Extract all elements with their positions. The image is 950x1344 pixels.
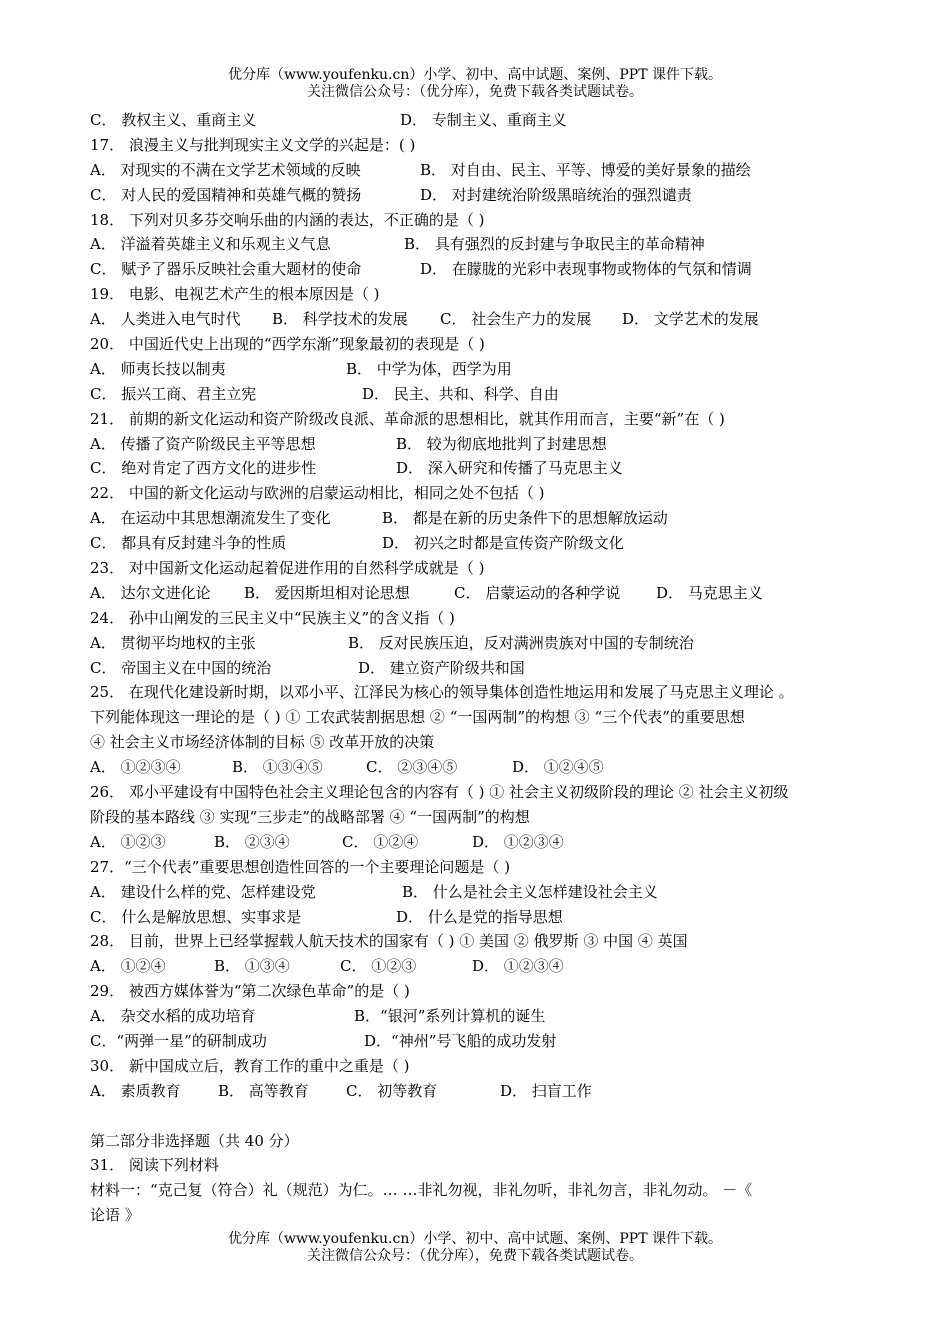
- text-line: [90, 1029, 870, 1054]
- line-text: A． 建设什么样的党、怎样建设党: [90, 882, 316, 901]
- line-text: 29． 被西方媒体誉为“第二次绿色革命”的是（ ): [90, 982, 410, 1001]
- footer-line-1: 优分库（www.youfenku.cn）小学、初中、高中试题、案例、PPT 课件下载。: [227, 1231, 722, 1247]
- text-line: [90, 357, 870, 382]
- text-line: [90, 456, 870, 481]
- option-text: B． 爱因斯坦相对论思想: [244, 583, 410, 602]
- page-footer: [0, 1231, 950, 1265]
- text-line: [90, 1079, 870, 1104]
- text-line: [90, 680, 870, 705]
- option-text: D． ①②④⑤: [512, 758, 604, 777]
- line-text: C． 教权主义、重商主义: [90, 111, 257, 129]
- option-text: B．“银河”系列计算机的诞生: [354, 1007, 546, 1026]
- option-text: D． 民主、共和、科学、自由: [362, 384, 559, 403]
- text-line: [90, 257, 870, 282]
- text-line: [90, 705, 870, 730]
- line-text: C． 绝对肯定了西方文化的进步性: [90, 459, 317, 478]
- text-line: [90, 1054, 870, 1079]
- text-line: [90, 1129, 870, 1154]
- text-line: [90, 208, 870, 233]
- text-line: [90, 108, 870, 133]
- option-text: D． 文学艺术的发展: [622, 310, 759, 329]
- option-text: B． 具有强烈的反封建与争取民主的革命精神: [404, 235, 705, 254]
- text-line: [90, 805, 870, 830]
- line-text: A． 杂交水稻的成功培育: [90, 1007, 256, 1026]
- exam-content: [90, 108, 870, 1228]
- option-text: D． 建立资产阶级共和国: [358, 658, 525, 677]
- text-line: [90, 232, 870, 257]
- option-text: D． 在朦胧的光彩中表现事物或物体的气氛和情调: [420, 260, 752, 279]
- text-line: [90, 506, 870, 531]
- option-text: B． 科学技术的发展: [272, 310, 408, 329]
- text-line: [90, 183, 870, 208]
- page-header: [0, 67, 950, 101]
- header-line-2: 关注微信公众号：（优分库），免费下载各类试题试卷。: [307, 84, 643, 100]
- text-line: [90, 432, 870, 457]
- line-text: 20． 中国近代史上出现的“西学东渐”现象最初的表现是（ ): [90, 335, 485, 354]
- line-text: A． 达尔文进化论: [90, 583, 211, 602]
- line-text: 25． 在现代化建设新时期，以邓小平、江泽民为核心的领导集体创造性地运用和发展了马克思主义理论 。: [90, 683, 794, 702]
- line-text: 论语 》: [90, 1206, 140, 1225]
- text-line: [90, 133, 870, 158]
- text-line: [90, 481, 870, 506]
- line-text: 18． 下列对贝多芬交响乐曲的内涵的表达，不正确的是（ ): [90, 210, 485, 229]
- line-text: 第二部分非选择题（共 40 分）: [90, 1131, 299, 1150]
- option-text: B． ①③④⑤: [232, 758, 323, 777]
- text-line: [90, 631, 870, 656]
- text-line: [90, 905, 870, 930]
- text-line: [90, 407, 870, 432]
- text-line: [90, 307, 870, 332]
- text-line: [90, 282, 870, 307]
- option-text: D． 什么是党的指导思想: [396, 907, 563, 926]
- line-text: A． 洋溢着英雄主义和乐观主义气息: [90, 235, 331, 254]
- text-line: [90, 382, 870, 407]
- line-text: C． 什么是解放思想、实事求是: [90, 907, 302, 926]
- option-text: B． ②③④: [214, 832, 290, 851]
- option-text: B． 较为彻底地批判了封建思想: [396, 434, 607, 453]
- line-text: 22． 中国的新文化运动与欧洲的启蒙运动相比，相同之处不包括（ ): [90, 484, 545, 503]
- text-line: [90, 332, 870, 357]
- line-text: 27．“三个代表”重要思想创造性回答的一个主要理论问题是（ ): [90, 857, 511, 876]
- text-line: [90, 830, 870, 855]
- line-text: A． ①②③④: [90, 758, 181, 777]
- text-line: [90, 581, 870, 606]
- line-text: C．“两弹一星”的研制成功: [90, 1031, 267, 1050]
- line-text: C． 都具有反封建斗争的性质: [90, 534, 287, 553]
- option-text: D．“神州”号飞船的成功发射: [364, 1031, 557, 1050]
- text-line: [90, 855, 870, 880]
- line-text: 材料一：“克己复（符合）礼（规范）为仁。… …非礼勿视，非礼勿听，非礼勿言，非礼勿动。 －《: [90, 1181, 753, 1200]
- line-text: 24． 孙中山阐发的三民主义中“民族主义”的含义指（ ): [90, 608, 455, 627]
- text-line: [90, 730, 870, 755]
- option-text: C． 启蒙运动的各种学说: [454, 583, 621, 602]
- text-line: [90, 656, 870, 681]
- header-line-1: 优分库（www.youfenku.cn）小学、初中、高中试题、案例、PPT 课件下载。: [227, 67, 722, 83]
- text-line: [90, 755, 870, 780]
- text-line: [90, 954, 870, 979]
- option-text: B． 什么是社会主义怎样建设社会主义: [402, 882, 658, 901]
- line-text: 下列能体现这一理论的是（ ) ① 工农武装割据思想 ② “一国两制”的构想 ③ “三个代表”的重要思想: [90, 708, 745, 727]
- option-text: D． 对封建统治阶级黑暗统治的强烈谴责: [420, 185, 692, 204]
- line-text: C． 帝国主义在中国的统治: [90, 658, 272, 677]
- option-text: D． 深入研究和传播了马克思主义: [396, 459, 623, 478]
- line-text: 23． 对中国新文化运动起着促进作用的自然科学成就是（ ): [90, 559, 485, 578]
- footer-line-2: 关注微信公众号：（优分库），免费下载各类试题试卷。: [307, 1248, 643, 1264]
- line-text: A． 人类进入电气时代: [90, 310, 241, 329]
- line-text: 19． 电影、电视艺术产生的根本原因是（ ): [90, 285, 380, 304]
- text-line: [90, 1178, 870, 1203]
- text-line: [90, 979, 870, 1004]
- line-text: A． 对现实的不满在文学艺术领域的反映: [90, 160, 361, 179]
- blank-line: [90, 1104, 870, 1129]
- option-text: D． ①②③④: [472, 957, 564, 976]
- line-text: A． 传播了资产阶级民主平等思想: [90, 434, 316, 453]
- text-line: [90, 929, 870, 954]
- line-text: ④ 社会主义市场经济体制的目标 ⑤ 改革开放的决策: [90, 733, 435, 752]
- text-line: [90, 531, 870, 556]
- option-text: B． 都是在新的历史条件下的思想解放运动: [382, 509, 668, 528]
- line-text: 21． 前期的新文化运动和资产阶级改良派、革命派的思想相比，就其作用而言，主要“新”在（ ): [90, 409, 725, 428]
- line-text: C． 对人民的爱国精神和英雄气概的赞扬: [90, 185, 362, 204]
- text-line: [90, 1153, 870, 1178]
- option-text: C． ②③④⑤: [366, 758, 458, 777]
- option-text: C． ①②③: [340, 957, 417, 976]
- option-text: D． 初兴之时都是宣传资产阶级文化: [382, 534, 624, 553]
- text-line: [90, 780, 870, 805]
- option-text: B． 中学为体，西学为用: [346, 359, 512, 378]
- option-text: D． 马克思主义: [656, 583, 763, 602]
- line-text: 31． 阅读下列材料: [90, 1156, 219, 1175]
- option-text: B． 高等教育: [218, 1081, 309, 1100]
- text-line: [90, 606, 870, 631]
- line-text: 阶段的基本路线 ③ 实现“三步走”的战略部署 ④ “一国两制”的构想: [90, 807, 530, 826]
- option-text: C． ①②④: [342, 832, 419, 851]
- option-text: B． ①③④: [214, 957, 290, 976]
- option-text: D． 扫盲工作: [500, 1081, 592, 1100]
- line-text: A． ①②④: [90, 957, 166, 976]
- text-line: [90, 158, 870, 183]
- option-text: B． 反对民族压迫，反对满洲贵族对中国的专制统治: [348, 633, 694, 652]
- line-text: A． 在运动中其思想潮流发生了变化: [90, 509, 331, 528]
- line-text: C． 赋予了器乐反映社会重大题材的使命: [90, 260, 362, 279]
- line-text: C． 振兴工商、君主立宪: [90, 384, 257, 403]
- line-text: A． 素质教育: [90, 1081, 181, 1100]
- option-text: C． 初等教育: [346, 1081, 438, 1100]
- text-line: [90, 556, 870, 581]
- option-text: D． 专制主义、重商主义: [400, 111, 567, 129]
- line-text: 17． 浪漫主义与批判现实主义文学的兴起是：( ): [90, 135, 416, 154]
- line-text: A． ①②③: [90, 832, 166, 851]
- text-line: [90, 880, 870, 905]
- option-text: C． 社会生产力的发展: [440, 310, 592, 329]
- line-text: A． 师夷长技以制夷: [90, 359, 226, 378]
- line-text: 26． 邓小平建设有中国特色社会主义理论包含的内容有（ ) ① 社会主义初级阶段的理论 ② 社会主义初级: [90, 783, 789, 802]
- option-text: B． 对自由、民主、平等、博爱的美好景象的描绘: [420, 160, 751, 179]
- line-text: 30． 新中国成立后，教育工作的重中之重是（ ): [90, 1056, 410, 1075]
- text-line: [90, 1004, 870, 1029]
- option-text: D． ①②③④: [472, 832, 564, 851]
- line-text: A． 贯彻平均地权的主张: [90, 633, 256, 652]
- line-text: 28． 目前，世界上已经掌握载人航天技术的国家有（ ) ① 美国 ② 俄罗斯 ③ 中国 ④ 英国: [90, 932, 688, 951]
- text-line: [90, 1203, 870, 1228]
